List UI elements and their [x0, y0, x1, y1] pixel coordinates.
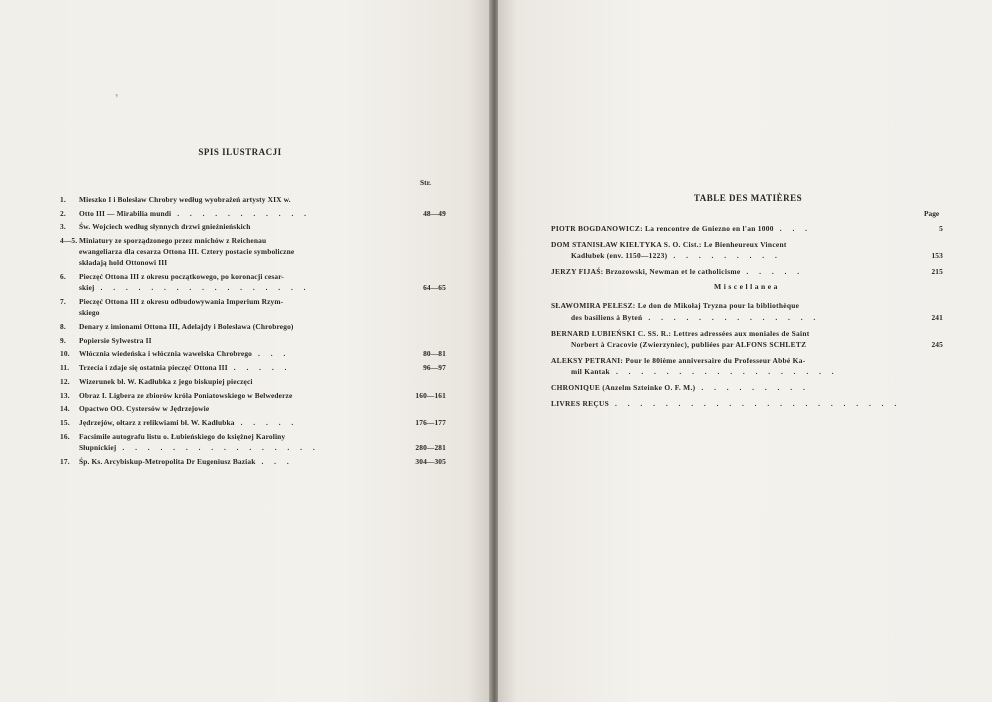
toc-entry: [551, 223, 943, 235]
toc-entry: [60, 335, 446, 346]
entry-number: 4—5.: [60, 236, 78, 246]
toc-entry: [551, 382, 943, 394]
entry-title: [79, 296, 446, 318]
leader-dots: . . . . . . . . .: [673, 251, 782, 261]
toc-entry: [60, 271, 446, 293]
leader-dots: . . .: [779, 224, 812, 233]
entry-title: [79, 417, 446, 428]
leader-dots: . . .: [261, 456, 294, 466]
entry-line: składają hold Ottonowi III: [79, 258, 168, 268]
entry-line: skiej . . . . . . . . . . . . . . . . .: [79, 283, 311, 293]
entry-title: [551, 398, 913, 410]
leader-dots: . . . . .: [233, 363, 291, 373]
toc-entry: [551, 239, 943, 262]
toc-entry: [60, 235, 446, 269]
entry-title: [79, 221, 446, 232]
entry-line: CHRONIQUE (Anzelm Szteinke O. F. M.) . . . . . . . . .: [551, 383, 810, 392]
entry-line: Włócznia wiedeńska i włócznia wawelska Chrobrego . . .: [79, 349, 290, 359]
ink-blot: ❜: [115, 93, 119, 105]
toc-entry: [60, 221, 446, 232]
entry-line: BERNARD ŁUBIEŃSKI C. SS. R.: Lettres adressées aux moniales de Saint: [551, 328, 810, 338]
toc-entry: [551, 300, 943, 323]
entry-line: Denary z imionami Ottona III, Adelajdy i Bolesława (Chrobrego): [79, 322, 294, 331]
entry-line: Obraz I. Ligbera ze zbiorów króla Poniatowskiego w Belwederze: [79, 390, 293, 400]
page-column-header: Str.: [420, 178, 432, 187]
entry-title: [79, 321, 446, 332]
page-number: 176—177: [415, 417, 446, 427]
toc-entry: [60, 456, 446, 467]
page-title: TABLE DES MATIÈRES: [693, 193, 803, 203]
page-column-header: Page: [924, 209, 940, 218]
toc-entry: [60, 417, 446, 428]
entry-line: Św. Wojciech według słynnych drzwi gnieźnieńskich: [79, 222, 251, 232]
page-number: 304—305: [415, 456, 446, 466]
entry-title: [79, 362, 446, 373]
leader-dots: . . . . .: [240, 417, 298, 427]
entry-number: 10.: [60, 349, 70, 359]
toc-entry: [60, 431, 446, 453]
entry-line: Pieczęć Ottona III z okresu początkowego, po koronacji cesar-: [79, 272, 285, 282]
entry-line: des basiliens à Byteń . . . . . . . . . . . . . .: [571, 312, 820, 322]
entry-line: PIOTR BOGDANOWICZ: La rencontre de Gniezno en l'an 1000 . . .: [551, 224, 812, 233]
entry-number: 13.: [60, 390, 70, 400]
page-number: 80—81: [423, 349, 446, 359]
entry-line: Jędrzejów, ołtarz z relikwiami bł. W. Kadłubka . . . . .: [79, 417, 298, 427]
entry-title: [551, 300, 913, 323]
toc-entry: [60, 321, 446, 332]
entry-title: [551, 328, 913, 351]
entry-line: skiego: [79, 308, 100, 318]
page-number: 280—281: [415, 442, 446, 452]
entry-number: 2.: [60, 208, 66, 218]
entry-line: Pieczęć Ottona III z okresu odbudowywania Imperium Rzym-: [79, 297, 284, 307]
leader-dots: . . . . . . . . . . . . . . . . . .: [615, 367, 839, 377]
entry-line: mil Kantak . . . . . . . . . . . . . . . . . .: [571, 367, 839, 377]
leader-dots: . . .: [258, 349, 290, 359]
leader-dots: . . . . . . . . .: [701, 383, 810, 392]
entry-number: 16.: [60, 431, 70, 441]
leader-dots: . . . . . . . . . . . . . . . .: [122, 442, 320, 452]
entry-title: [79, 235, 446, 269]
entry-line: SŁAWOMIRA PEŁESZ: Le don de Mikołaj Tryzna pour la bibliothèque: [551, 301, 800, 311]
entry-line: Otto III — Mirabilia mundi . . . . . . . . . . .: [79, 208, 311, 218]
leader-dots: . . . . . . . . . . .: [177, 208, 311, 218]
entry-line: Wizerunek bł. W. Kadłubka z jego biskupiej pieczęci: [79, 376, 253, 386]
page-title: SPIS ILUSTRACJI: [198, 147, 282, 157]
entry-title: [79, 208, 446, 219]
entry-title: [551, 382, 913, 394]
entry-number: 1.: [60, 195, 66, 204]
toc-entry: [60, 376, 446, 387]
page-number: 245: [931, 340, 943, 350]
entry-line: Słupnickiej . . . . . . . . . . . . . . . .: [79, 442, 320, 452]
left-page: [0, 0, 492, 702]
entry-title: [79, 194, 446, 205]
entry-number: 12.: [60, 376, 70, 386]
entry-line: Miniatury ze sporządzonego przez mnichów z Reichenau: [79, 236, 267, 246]
entry-title: [79, 456, 446, 467]
entry-number: 7.: [60, 297, 66, 307]
toc-entry: [551, 328, 943, 351]
entry-line: Trzecia i zdaje się ostatnia pieczęć Ottona III . . . . .: [79, 363, 291, 373]
entry-line: ewangeliarza dla cesarza Ottona III. Cztery postacie symboliczne: [79, 247, 295, 257]
entry-number: 3.: [60, 222, 66, 232]
page-number: 241: [931, 312, 943, 322]
entry-line: LIVRES REÇUS . . . . . . . . . . . . . . . . . . . . . . .: [551, 398, 901, 408]
entry-title: [79, 348, 446, 359]
entry-line: Mieszko I i Bolesław Chrobry według wyobrażeń artysty XIX w.: [79, 195, 291, 204]
right-page: [498, 0, 992, 702]
toc-entry: [60, 194, 446, 205]
toc-entry: [551, 266, 943, 278]
toc-entry: [60, 348, 446, 359]
page-number: 215: [931, 266, 943, 276]
leader-dots: . . . . . . . . . . . . . . . . . . . . . . .: [615, 398, 901, 408]
page-number: 96—97: [423, 363, 446, 373]
entry-title: [79, 335, 446, 346]
toc-entry: [60, 362, 446, 373]
entry-number: 17.: [60, 456, 70, 466]
entry-number: 9.: [60, 335, 66, 345]
entry-number: 15.: [60, 417, 70, 427]
page-number: 5: [939, 224, 943, 233]
entry-title: [551, 266, 913, 278]
entry-title: [551, 355, 913, 378]
entry-line: JERZY FIJAŚ: Brzozowski, Newman et le catholicisme . . . . .: [551, 266, 804, 276]
page-number: 64—65: [423, 283, 446, 293]
toc-entry: [60, 390, 446, 401]
entry-number: 8.: [60, 322, 66, 331]
entry-title: [79, 271, 446, 293]
leader-dots: . . . . . . . . . . . . . . . . .: [100, 283, 311, 293]
entry-line: Norbert à Cracovie (Zwierzyniec), publiées par ALFONS SCHLETZ: [571, 340, 807, 350]
page-number: 153: [931, 251, 943, 261]
page-number: 160—161: [415, 390, 446, 400]
section-header: Miscellanea: [714, 282, 780, 292]
entry-number: 6.: [60, 272, 66, 282]
toc-entry: [60, 208, 446, 219]
entry-title: [79, 390, 446, 401]
entry-title: [79, 403, 446, 414]
leader-dots: . . . . . . . . . . . . . .: [648, 312, 820, 322]
entry-title: [551, 239, 913, 262]
entry-line: Facsimile autografu listu o. Łubieńskiego do księżnej Karoliny: [79, 431, 286, 441]
entry-title: [551, 223, 913, 235]
entry-number: 11.: [60, 363, 70, 373]
toc-entry: [60, 403, 446, 414]
entry-line: Opactwo OO. Cystersów w Jędrzejowie: [79, 404, 210, 414]
entry-line: Śp. Ks. Arcybiskup-Metropolita Dr Eugeniusz Baziak . . .: [79, 456, 294, 466]
page-number: 48—49: [423, 208, 446, 218]
entry-line: ALEKSY PETRANI: Pour le 80ième anniversaire du Professeur Abbé Ka-: [551, 355, 806, 365]
entry-number: 14.: [60, 404, 70, 414]
entry-title: [79, 431, 446, 453]
toc-entry: [60, 296, 446, 318]
toc-entry: [551, 355, 943, 378]
entry-line: DOM STANISŁAW KIEŁTYKA S. O. Cist.: Le Bienheureux Vincent: [551, 239, 787, 249]
entry-title: [79, 376, 446, 387]
toc-entry: [551, 398, 943, 410]
leader-dots: . . . . .: [746, 266, 804, 276]
entry-line: Popiersie Sylwestra II: [79, 335, 152, 345]
entry-line: Kadłubek (env. 1150—1223) . . . . . . . . .: [571, 251, 782, 261]
